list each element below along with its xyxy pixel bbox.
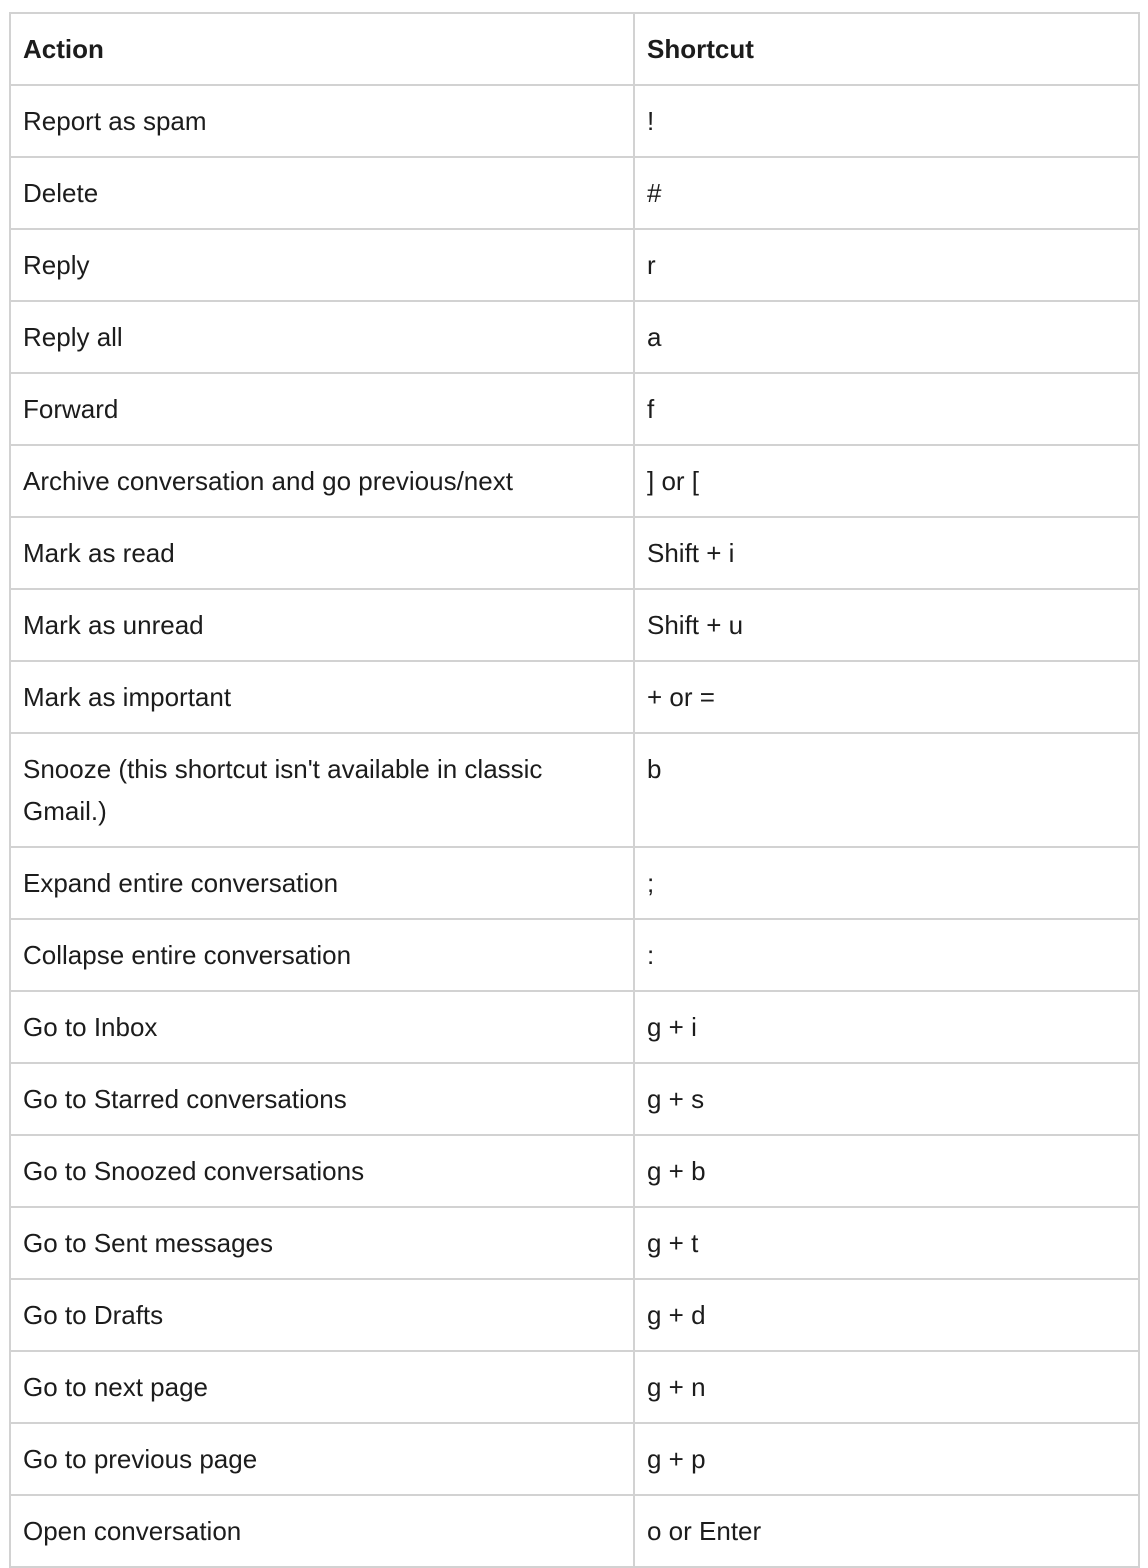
action-cell: Go to Sent messages: [10, 1207, 634, 1279]
action-cell: Go to Drafts: [10, 1279, 634, 1351]
action-cell: Archive conversation and go previous/next: [10, 445, 634, 517]
table-row: [10, 157, 1139, 229]
action-cell: Open conversation: [10, 1495, 634, 1567]
action-cell: Go to previous page: [10, 1423, 634, 1495]
shortcut-cell: f: [634, 373, 1139, 445]
shortcut-cell: g + i: [634, 991, 1139, 1063]
table-row: [10, 589, 1139, 661]
header-action: Action: [10, 13, 634, 85]
table-row: [10, 847, 1139, 919]
shortcut-cell: g + s: [634, 1063, 1139, 1135]
shortcut-cell: a: [634, 301, 1139, 373]
table-row: [10, 661, 1139, 733]
shortcut-table-container: [9, 12, 1138, 1568]
shortcut-cell: ;: [634, 847, 1139, 919]
table-row: [10, 1423, 1139, 1495]
shortcut-cell: + or =: [634, 661, 1139, 733]
action-cell: Mark as important: [10, 661, 634, 733]
action-cell: Reply all: [10, 301, 634, 373]
table-row: [10, 1495, 1139, 1567]
shortcut-cell: g + p: [634, 1423, 1139, 1495]
table-row: [10, 373, 1139, 445]
action-cell: Delete: [10, 157, 634, 229]
table-row: [10, 1207, 1139, 1279]
table-row: [10, 919, 1139, 991]
table-row: [10, 1063, 1139, 1135]
shortcut-cell: r: [634, 229, 1139, 301]
action-cell: Expand entire conversation: [10, 847, 634, 919]
table-row: [10, 733, 1139, 847]
table-row: [10, 229, 1139, 301]
shortcut-cell: g + n: [634, 1351, 1139, 1423]
table-row: [10, 1279, 1139, 1351]
action-cell: Forward: [10, 373, 634, 445]
shortcut-cell: b: [634, 733, 1139, 847]
shortcut-cell: :: [634, 919, 1139, 991]
table-row: [10, 445, 1139, 517]
table-row: [10, 1351, 1139, 1423]
action-cell: Go to Inbox: [10, 991, 634, 1063]
action-cell: Snooze (this shortcut isn't available in classic Gmail.): [10, 733, 634, 847]
action-cell: Collapse entire conversation: [10, 919, 634, 991]
shortcut-cell: g + b: [634, 1135, 1139, 1207]
action-cell: Report as spam: [10, 85, 634, 157]
shortcut-cell: o or Enter: [634, 1495, 1139, 1567]
shortcut-cell: #: [634, 157, 1139, 229]
shortcut-cell: Shift + u: [634, 589, 1139, 661]
shortcut-table: [9, 12, 1140, 1568]
table-row: [10, 991, 1139, 1063]
table-row: [10, 301, 1139, 373]
table-row: [10, 85, 1139, 157]
shortcut-cell: Shift + i: [634, 517, 1139, 589]
shortcut-cell: !: [634, 85, 1139, 157]
table-row: [10, 517, 1139, 589]
action-cell: Reply: [10, 229, 634, 301]
shortcut-cell: g + d: [634, 1279, 1139, 1351]
shortcut-cell: g + t: [634, 1207, 1139, 1279]
action-cell: Go to Starred conversations: [10, 1063, 634, 1135]
action-cell: Mark as read: [10, 517, 634, 589]
header-shortcut: Shortcut: [634, 13, 1139, 85]
action-cell: Mark as unread: [10, 589, 634, 661]
shortcut-cell: ] or [: [634, 445, 1139, 517]
action-cell: Go to Snoozed conversations: [10, 1135, 634, 1207]
table-row: [10, 1135, 1139, 1207]
action-cell: Go to next page: [10, 1351, 634, 1423]
table-header-row: [10, 13, 1139, 85]
